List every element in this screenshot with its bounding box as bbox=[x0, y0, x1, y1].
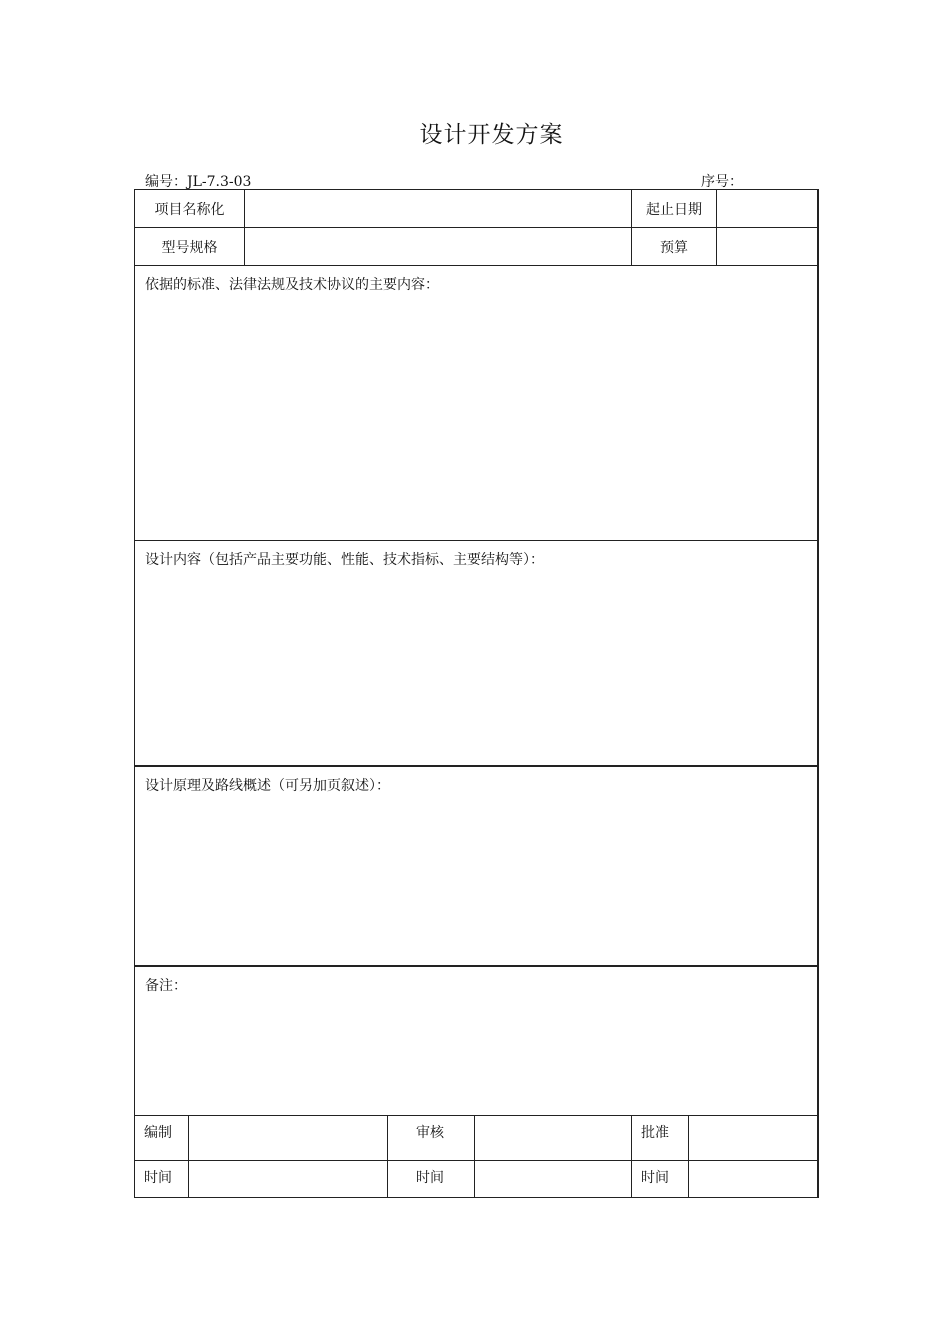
prepared-by-label: 编制 bbox=[135, 1116, 189, 1161]
reviewed-by-label: 审核 bbox=[388, 1116, 475, 1161]
date-range-field[interactable] bbox=[717, 190, 818, 228]
approved-time-field[interactable] bbox=[689, 1161, 818, 1198]
project-name-label: 项目名称化 bbox=[135, 190, 245, 228]
serial-number-label: 序号： bbox=[701, 174, 743, 190]
design-content-label: 设计内容（包括产品主要功能、性能、技术指标、主要结构等）： bbox=[145, 552, 544, 568]
date-range-label: 起止日期 bbox=[632, 190, 717, 228]
remarks-section[interactable] bbox=[135, 966, 818, 1116]
design-plan-form bbox=[134, 189, 819, 1198]
model-spec-field[interactable] bbox=[245, 228, 632, 266]
standards-section[interactable] bbox=[135, 266, 818, 541]
approved-by-field[interactable] bbox=[689, 1116, 818, 1161]
prepared-by-field[interactable] bbox=[189, 1116, 388, 1161]
design-principle-label: 设计原理及路线概述（可另加页叙述）： bbox=[145, 777, 390, 794]
project-name-field[interactable] bbox=[245, 190, 632, 228]
design-principle-section[interactable] bbox=[135, 766, 818, 966]
reviewed-by-field[interactable] bbox=[475, 1116, 632, 1161]
budget-field[interactable] bbox=[717, 228, 818, 266]
budget-label: 预算 bbox=[632, 228, 717, 266]
reviewed-time-field[interactable] bbox=[475, 1161, 632, 1198]
document-code: 编号：JL-7.3-03 bbox=[145, 174, 252, 190]
standards-label: 依据的标准、法律法规及技术协议的主要内容： bbox=[145, 277, 439, 293]
design-content-section[interactable] bbox=[135, 541, 818, 766]
remarks-label: 备注： bbox=[145, 977, 187, 994]
approved-time-label: 时间 bbox=[632, 1161, 689, 1198]
model-spec-label: 型号规格 bbox=[135, 228, 245, 266]
document-title: 设计开发方案 bbox=[419, 122, 564, 148]
approved-by-label: 批准 bbox=[632, 1116, 689, 1161]
prepared-time-label: 时间 bbox=[135, 1161, 189, 1198]
reviewed-time-label: 时间 bbox=[388, 1161, 475, 1198]
prepared-time-field[interactable] bbox=[189, 1161, 388, 1198]
